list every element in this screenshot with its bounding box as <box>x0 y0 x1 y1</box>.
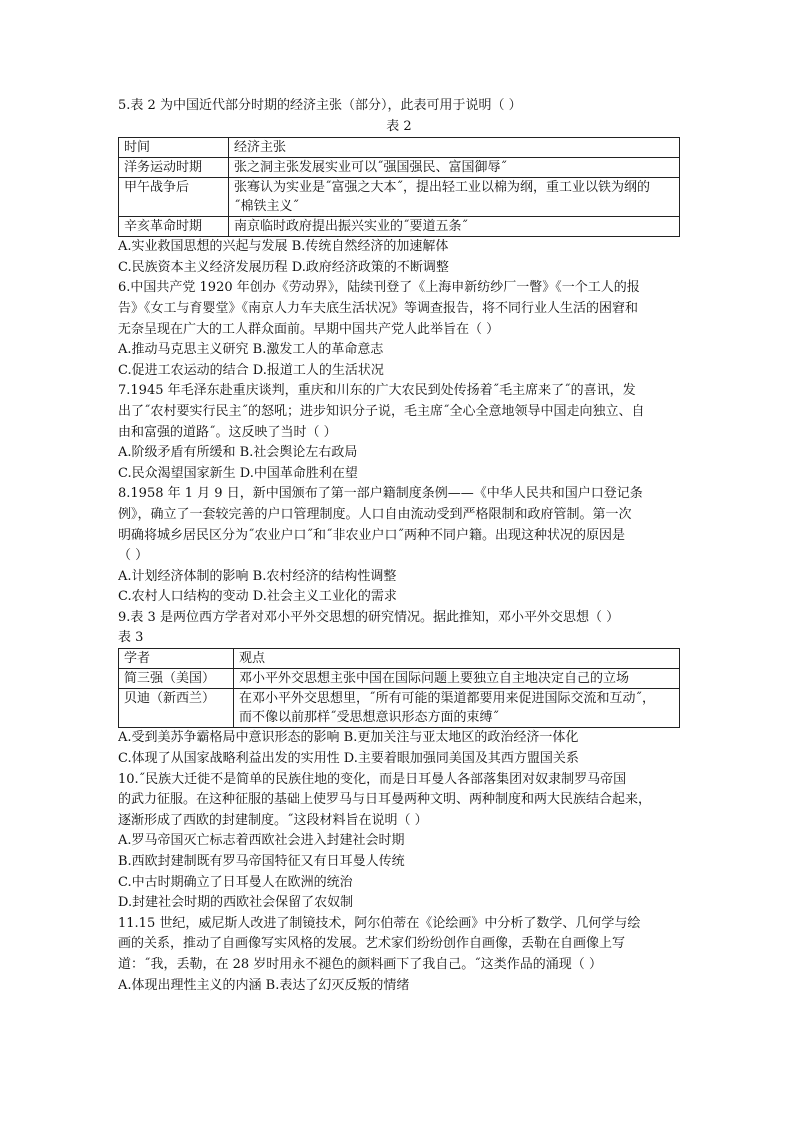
view-line: 邓小平外交思想主张中国在国际问题上要独立自主地决定自己的立场 <box>239 671 630 687</box>
header-scholar: 学者 <box>119 649 234 669</box>
row-scholar: 贝迪（新西兰） <box>119 689 234 728</box>
q6-line: 告》《女工与育婴堂》《南京人力车夫底生活状况》等调查报告，将不同行业人生活的困窘和 <box>118 300 639 316</box>
row-view <box>234 689 680 728</box>
row-claim <box>229 158 680 178</box>
q10-line: 的武力征服。在这种征服的基础上使罗马与日耳曼两种文明、两种制度和两大民族结合起来， <box>118 792 652 808</box>
header-time: 时间 <box>119 138 229 158</box>
row-time: 甲午战争后 <box>119 178 229 217</box>
table-row <box>119 158 680 178</box>
table-row <box>119 669 680 689</box>
view-line: 在邓小平外交思想里，˝所有可能的渠道都要用来促进国际交流和互动˝， <box>239 691 656 707</box>
claim-line: 张骞认为实业是˝富强之大本˝，提出轻工业以棉为纲，重工业以铁为纲的 <box>234 180 651 196</box>
q10-option-b: B.西欧封建制既有罗马帝国特征又有日耳曼人传统 <box>118 854 405 870</box>
table-row <box>119 689 680 728</box>
q5-stem: 5.表 2 为中国近代部分时期的经济主张（部分），此表可用于说明（ ） <box>118 98 522 113</box>
q10-option-a: A.罗马帝国灭亡标志着西欧社会进入封建社会时期 <box>118 833 405 849</box>
q5-option-line: C.民族资本主义经济发展历程 D.政府经济政策的不断调整 <box>118 259 449 275</box>
q6-line: 6.中国共产党 1920 年创办《劳动界》，陆续刊登了《上海申新纺纱厂一瞥》《一个工人的报 <box>118 280 640 296</box>
q8-line: 8.1958 年 1 月 9 日，新中国颁布了第一部户籍制度条例——《中华人民共和国户口登记条 <box>118 486 643 502</box>
table-2 <box>118 137 680 237</box>
row-time: 洋务运动时期 <box>119 158 229 178</box>
q6-option-line: A.推动马克思主义研究 B.激发工人的革命意志 <box>118 342 384 358</box>
q9-option-line: C.体现了从国家战略利益出发的实用性 D.主要着眼加强同美国及其西方盟国关系 <box>118 751 579 767</box>
q5-option-line: A.实业救国思想的兴起与发展 B.传统自然经济的加速解体 <box>118 239 449 255</box>
q11-line: 道：˝我，丢勒，在 28 岁时用永不褪色的颜料画下了我自己。˝这类作品的涌现（ ） <box>118 957 602 972</box>
q8-option-line: A.计划经济体制的影响 B.农村经济的结构性调整 <box>118 568 397 584</box>
q6-line: 无奈呈现在广大的工人群众面前。早期中国共产党人此举旨在（ ） <box>118 321 500 337</box>
row-scholar: 简三强（美国） <box>119 669 234 689</box>
table-row <box>119 217 680 237</box>
view-line: 而不像以前那样˝受思想意识形态方面的束缚˝ <box>239 710 500 726</box>
table2-caption: 表 2 <box>386 118 412 134</box>
claim-line: 张之洞主张发展实业可以˝强国强民、富国御辱˝ <box>234 160 508 176</box>
table3-caption: 表 3 <box>118 630 144 646</box>
q10-line: 10.˝民族大迁徙不是简单的民族住地的变化，而是日耳曼人各部落集团对奴隶制罗马帝国 <box>118 771 627 787</box>
row-claim <box>229 217 680 237</box>
table-header-row <box>119 649 680 669</box>
q9-stem: 9.表 3 是两位西方学者对邓小平外交思想的研究情况。据此推知，邓小平外交思想（ ） <box>118 609 620 625</box>
header-view: 观点 <box>234 649 680 669</box>
q11-line: 11.15 世纪，威尼斯人改进了制镜技术，阿尔伯蒂在《论绘画》中分析了数学、几何学与绘 <box>118 915 641 931</box>
claim-line: ˝棉铁主义˝ <box>234 199 300 215</box>
q9-option-line: A.受到美苏争霸格局中意识形态的影响 B.更加关注与亚太地区的政治经济一体化 <box>118 730 579 746</box>
table-3 <box>118 648 680 728</box>
row-time: 辛亥革命时期 <box>119 217 229 237</box>
q10-line: 逐渐形成了西欧的封建制度。˝这段材料旨在说明（ ） <box>118 812 428 828</box>
q8-line: 明确将城乡居民区分为˝农业户口˝和˝非农业户口˝两种不同户籍。出现这种状况的原因是 <box>118 527 626 543</box>
q11-option-line: A.体现出理性主义的内涵 B.表达了幻灭反叛的情绪 <box>118 977 410 993</box>
claim-line: 南京临时政府提出振兴实业的˝要道五条˝ <box>234 219 469 235</box>
q8-line: （ ） <box>118 548 149 564</box>
row-view <box>234 669 680 689</box>
q6-option-line: C.促进工农运动的结合 D.报道工人的生活状况 <box>118 362 384 378</box>
q7-line: 由和富强的道路˝。这反映了当时（ ） <box>118 424 337 440</box>
q7-option-line: C.民众渴望国家新生 D.中国革命胜利在望 <box>118 465 358 481</box>
exam-page <box>118 96 680 996</box>
table-row <box>119 178 680 217</box>
header-claim: 经济主张 <box>229 138 680 158</box>
row-claim <box>229 178 680 217</box>
q8-line: 例》，确立了一套较完善的户口管理制度。人口自由流动受到严格限制和政府管制。第一次 <box>118 506 632 522</box>
q7-option-line: A.阶级矛盾有所缓和 B.社会舆论左右政局 <box>118 445 358 461</box>
q10-option-d: D.封建社会时期的西欧社会保留了农奴制 <box>118 895 354 911</box>
q7-line: 出了˝农村要实行民主˝的怒吼；进步知识分子说，毛主席˝全心全意地领导中国走向独立、自 <box>118 403 645 419</box>
q7-line: 7.1945 年毛泽东赴重庆谈判，重庆和川东的广大农民到处传扬着˝毛主席来了˝的喜讯，发 <box>118 383 636 399</box>
q8-option-line: C.农村人口结构的变动 D.社会主义工业化的需求 <box>118 589 397 605</box>
q10-option-c: C.中古时期确立了日耳曼人在欧洲的统治 <box>118 874 353 890</box>
q11-line: 画的关系，推动了自画像写实风格的发展。艺术家们纷纷创作自画像，丢勒在自画像上写 <box>118 936 626 952</box>
table-header-row <box>119 138 680 158</box>
